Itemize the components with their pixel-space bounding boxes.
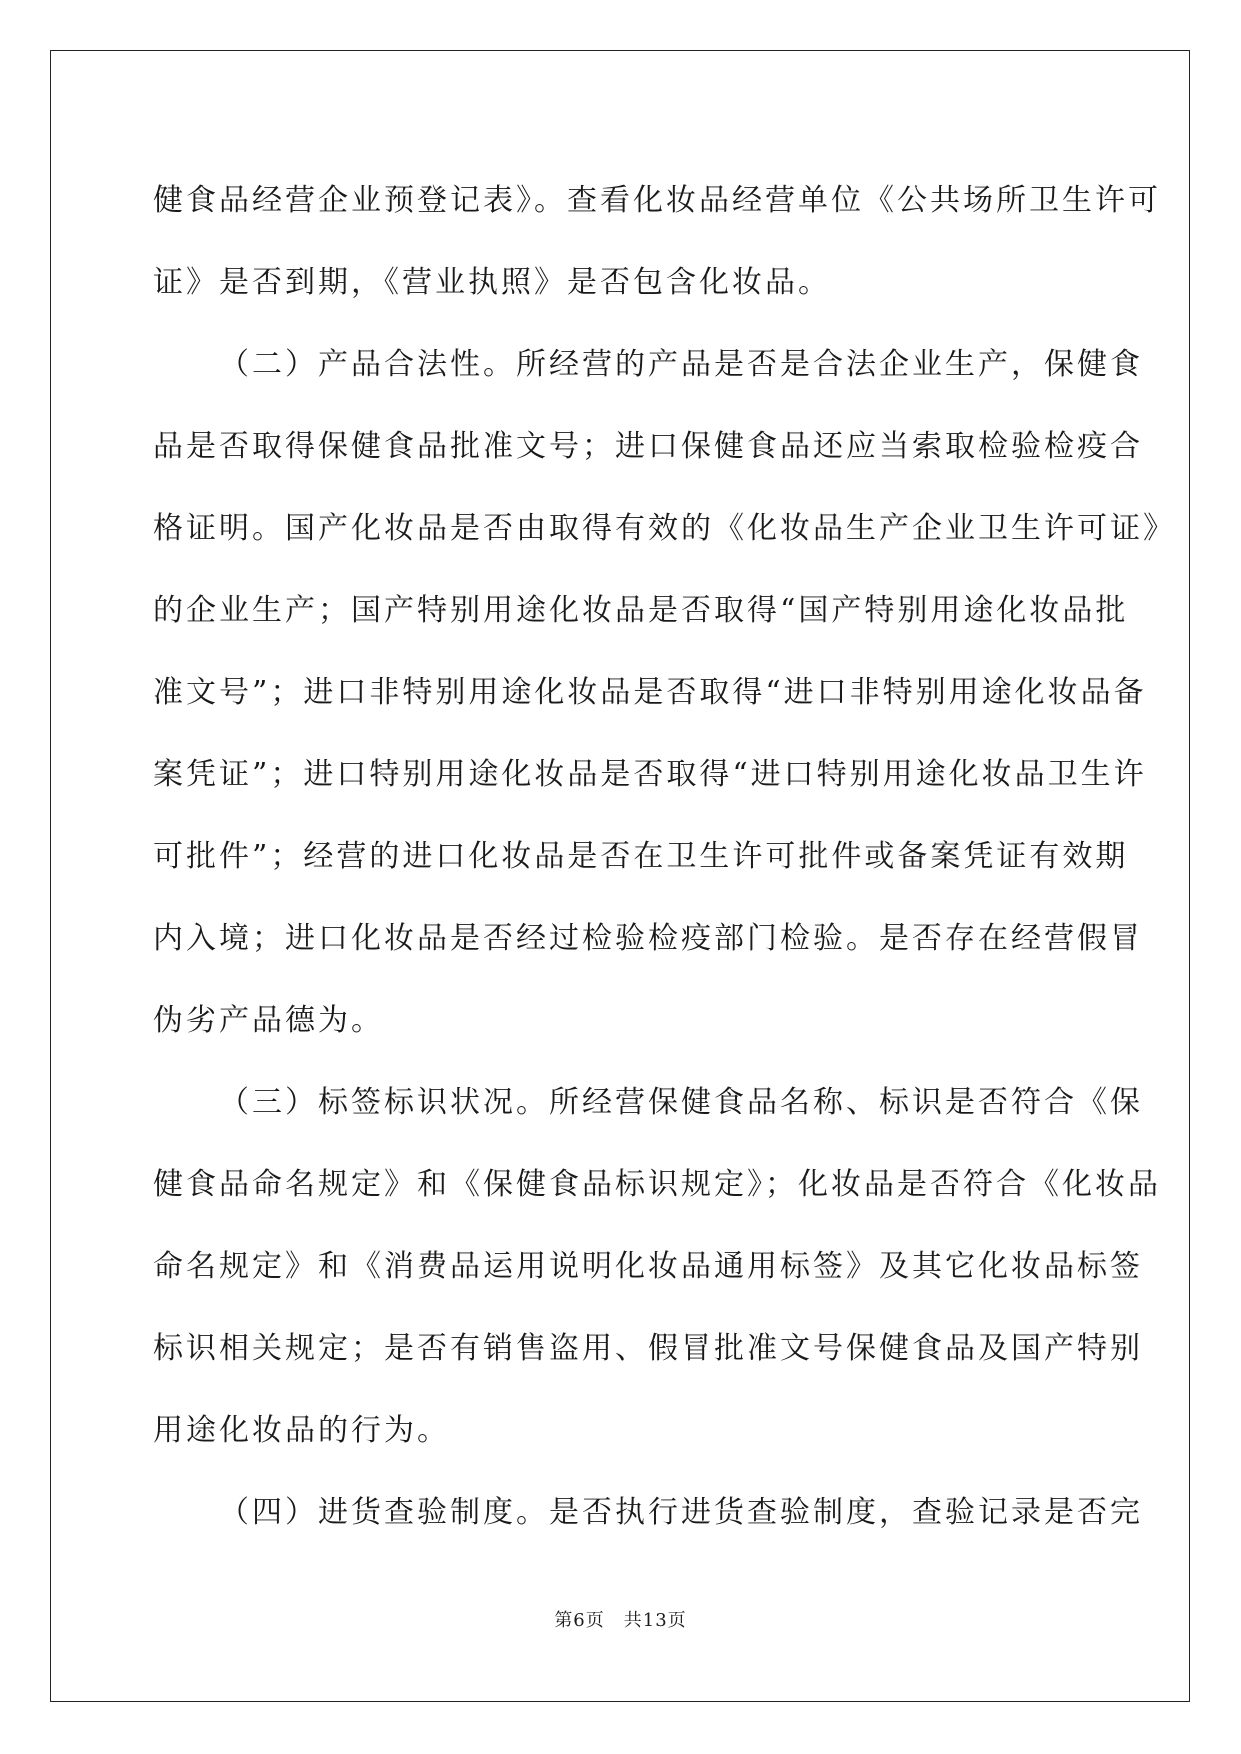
text-line: 证》是否到期，《营业执照》是否包含化妆品。 [153, 265, 831, 300]
document-body [153, 160, 1176, 1554]
text-line: （四）进货查验制度。是否执行进货查验制度，查验记录是否完 [219, 1495, 1143, 1530]
text-line: 案凭证”；进口特别用途化妆品是否取得“进口特别用途化妆品卫生许 [153, 757, 1147, 792]
text-line: 可批件”；经营的进口化妆品是否在卫生许可批件或备案凭证有效期 [153, 839, 1129, 874]
text-line: 格证明。国产化妆品是否由取得有效的《化妆品生产企业卫生许可证》 [153, 511, 1176, 546]
text-line: （二）产品合法性。所经营的产品是否是合法企业生产，保健食 [219, 347, 1143, 382]
text-line: 伪劣产品德为。 [153, 1003, 384, 1038]
text-line: 准文号”；进口非特别用途化妆品是否取得“进口非特别用途化妆品备 [153, 675, 1147, 710]
text-line: 健食品经营企业预登记表》。查看化妆品经营单位《公共场所卫生许可 [153, 183, 1161, 218]
text-line: 品是否取得保健食品批准文号；进口保健食品还应当索取检验检疫合 [153, 429, 1143, 464]
text-line: 的企业生产；国产特别用途化妆品是否取得“国产特别用途化妆品批 [153, 593, 1129, 628]
text-line: 健食品命名规定》和《保健食品标识规定》；化妆品是否符合《化妆品 [153, 1167, 1161, 1202]
page-number-footer: 第6页 共13页 [554, 1610, 687, 1631]
text-line: 标识相关规定；是否有销售盗用、假冒批准文号保健食品及国产特别 [153, 1331, 1143, 1366]
text-line: 命名规定》和《消费品运用说明化妆品通用标签》及其它化妆品标签 [153, 1249, 1143, 1284]
text-line: 内入境；进口化妆品是否经过检验检疫部门检验。是否存在经营假冒 [153, 921, 1143, 956]
text-line: 用途化妆品的行为。 [153, 1413, 450, 1448]
text-line: （三）标签标识状况。所经营保健食品名称、标识是否符合《保 [219, 1085, 1143, 1120]
